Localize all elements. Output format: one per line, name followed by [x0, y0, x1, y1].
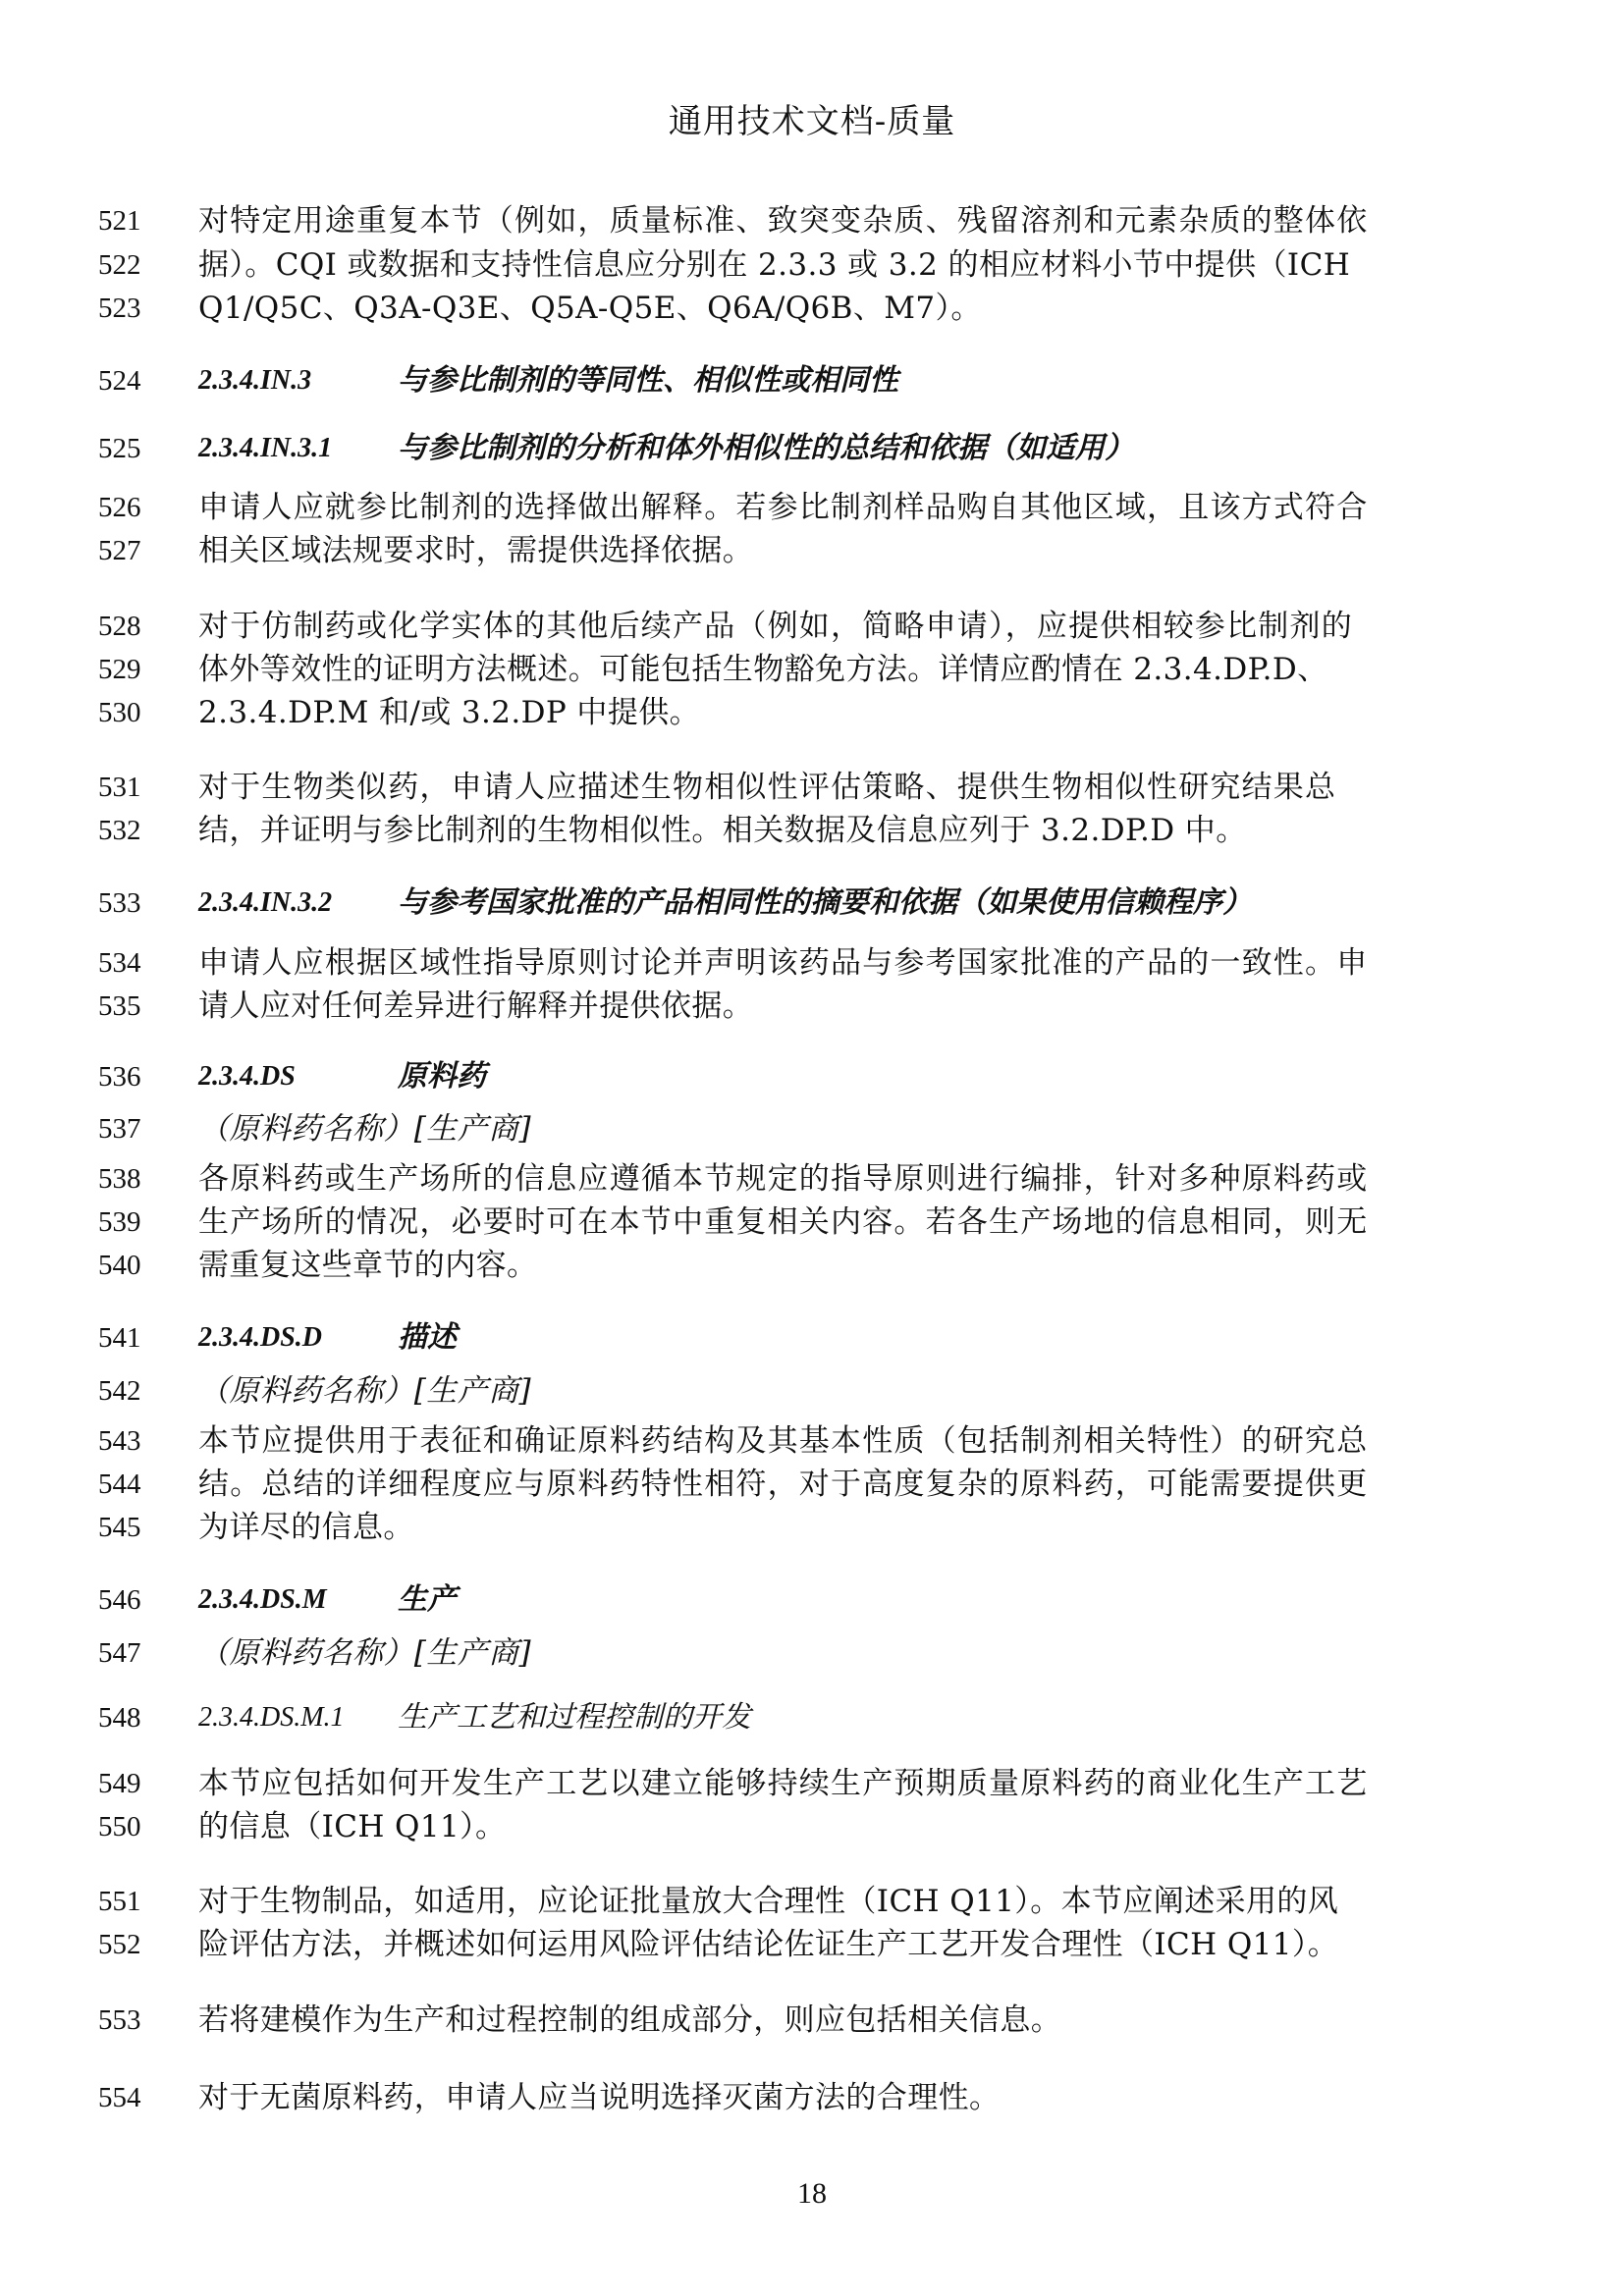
- body-text-line: 申请人应就参比制剂的选择做出解释。若参比制剂样品购自其他区域，且该方式符合: [198, 490, 1369, 525]
- body-text-line: 需重复这些章节的内容。: [198, 1248, 538, 1283]
- body-text-line: 的信息（ICH Q11）。: [198, 1809, 507, 1844]
- body-text-line: 2.3.4.DP.M 和/或 3.2.DP 中提供。: [198, 695, 701, 730]
- body-text-line: 对特定用途重复本节（例如，质量标准、致突变杂质、残留溶剂和元素杂质的整体依: [198, 203, 1369, 239]
- line-number: 545: [98, 1512, 141, 1543]
- body-text-line: 本节应提供用于表征和确证原料药结构及其基本性质（包括制剂相关特性）的研究总: [198, 1423, 1369, 1459]
- section-title: 与参比制剂的等同性、相似性或相同性: [398, 363, 898, 398]
- line-number: 524: [98, 365, 141, 397]
- section-number: 2.3.4.IN.3: [198, 365, 312, 396]
- line-number: 541: [98, 1322, 141, 1354]
- line-number: 546: [98, 1584, 141, 1616]
- section-title: 与参比制剂的分析和体外相似性的总结和依据（如适用）: [398, 431, 1134, 465]
- line-number: 525: [98, 433, 141, 464]
- line-number: 551: [98, 1886, 141, 1917]
- line-number: 530: [98, 697, 141, 728]
- section-number: 2.3.4.DS.M: [198, 1584, 327, 1615]
- italic-note: （原料药名称）[生产商]: [198, 1373, 531, 1409]
- line-number: 548: [98, 1702, 141, 1734]
- italic-note: （原料药名称）[生产商]: [198, 1635, 531, 1671]
- line-number: 537: [98, 1113, 141, 1145]
- line-number: 523: [98, 293, 141, 324]
- line-number: 538: [98, 1163, 141, 1195]
- section-number: 2.3.4.IN.3.2: [198, 887, 333, 918]
- line-number: 554: [98, 2082, 141, 2113]
- section-number: 2.3.4.DS.D: [198, 1322, 323, 1353]
- line-number: 539: [98, 1206, 141, 1238]
- body-text-line: 结，并证明与参比制剂的生物相似性。相关数据及信息应列于 3.2.DP.D 中。: [198, 813, 1247, 848]
- line-number: 547: [98, 1637, 141, 1669]
- body-text-line: Q1/Q5C、Q3A-Q3E、Q5A-Q5E、Q6A/Q6B、M7）。: [198, 291, 982, 326]
- line-number: 542: [98, 1375, 141, 1407]
- body-text-line: 生产场所的情况，必要时可在本节中重复相关内容。若各生产场地的信息相同，则无: [198, 1204, 1369, 1240]
- line-number: 531: [98, 772, 141, 803]
- section-title: 原料药: [398, 1059, 486, 1094]
- line-number: 540: [98, 1250, 141, 1281]
- body-text-line: 结。总结的详细程度应与原料药特性相符，对于高度复杂的原料药，可能需要提供更: [198, 1467, 1369, 1502]
- line-number: 533: [98, 887, 141, 919]
- body-text-line: 对于无菌原料药，申请人应当说明选择灭菌方法的合理性。: [198, 2080, 1001, 2115]
- body-text-line: 对于生物制品，如适用，应论证批量放大合理性（ICH Q11）。本节应阐述采用的风: [198, 1884, 1339, 1919]
- italic-note: （原料药名称）[生产商]: [198, 1111, 531, 1147]
- body-text-line: 若将建模作为生产和过程控制的组成部分，则应包括相关信息。: [198, 2002, 1062, 2038]
- body-text-line: 险评估方法，并概述如何运用风险评估结论佐证生产工艺开发合理性（ICH Q11）。: [198, 1927, 1339, 1962]
- body-text-line: 据）。CQI 或数据和支持性信息应分别在 2.3.3 或 3.2 的相应材料小节中提供（ICH: [198, 247, 1351, 283]
- line-number: 522: [98, 249, 141, 281]
- line-number: 549: [98, 1768, 141, 1799]
- line-number: 535: [98, 990, 141, 1022]
- line-number: 536: [98, 1061, 141, 1093]
- line-number: 544: [98, 1468, 141, 1500]
- section-number: 2.3.4.DS: [198, 1061, 296, 1092]
- line-number: 532: [98, 815, 141, 846]
- body-text-line: 体外等效性的证明方法概述。可能包括生物豁免方法。详情应酌情在 2.3.4.DP.D、: [198, 652, 1328, 687]
- body-text-line: 各原料药或生产场所的信息应遵循本节规定的指导原则进行编排，针对多种原料药或: [198, 1161, 1369, 1197]
- line-number: 527: [98, 535, 141, 566]
- line-number: 528: [98, 611, 141, 642]
- section-title: 与参考国家批准的产品相同性的摘要和依据（如果使用信赖程序）: [398, 885, 1252, 920]
- page-number: 18: [797, 2177, 827, 2210]
- page-header: 通用技术文档-质量: [668, 102, 956, 141]
- body-text-line: 本节应包括如何开发生产工艺以建立能够持续生产预期质量原料药的商业化生产工艺: [198, 1766, 1369, 1801]
- line-number: 543: [98, 1425, 141, 1457]
- line-number: 534: [98, 947, 141, 979]
- section-title: 生产工艺和过程控制的开发: [398, 1700, 751, 1735]
- section-title: 描述: [398, 1320, 457, 1355]
- line-number: 550: [98, 1811, 141, 1842]
- body-text-line: 对于仿制药或化学实体的其他后续产品（例如，简略申请），应提供相较参比制剂的: [198, 609, 1353, 644]
- section-number: 2.3.4.IN.3.1: [198, 433, 333, 463]
- section-number: 2.3.4.DS.M.1: [198, 1702, 345, 1733]
- line-number: 552: [98, 1929, 141, 1960]
- line-number: 526: [98, 492, 141, 523]
- body-text-line: 为详尽的信息。: [198, 1510, 414, 1545]
- section-title: 生产: [398, 1582, 457, 1617]
- line-number: 521: [98, 205, 141, 237]
- body-text-line: 对于生物类似药，申请人应描述生物相似性评估策略、提供生物相似性研究结果总: [198, 770, 1337, 805]
- body-text-line: 申请人应根据区域性指导原则讨论并声明该药品与参考国家批准的产品的一致性。申: [198, 945, 1369, 981]
- line-number: 529: [98, 654, 141, 685]
- body-text-line: 请人应对任何差异进行解释并提供依据。: [198, 988, 754, 1024]
- line-number: 553: [98, 2004, 141, 2036]
- body-text-line: 相关区域法规要求时，需提供选择依据。: [198, 533, 754, 568]
